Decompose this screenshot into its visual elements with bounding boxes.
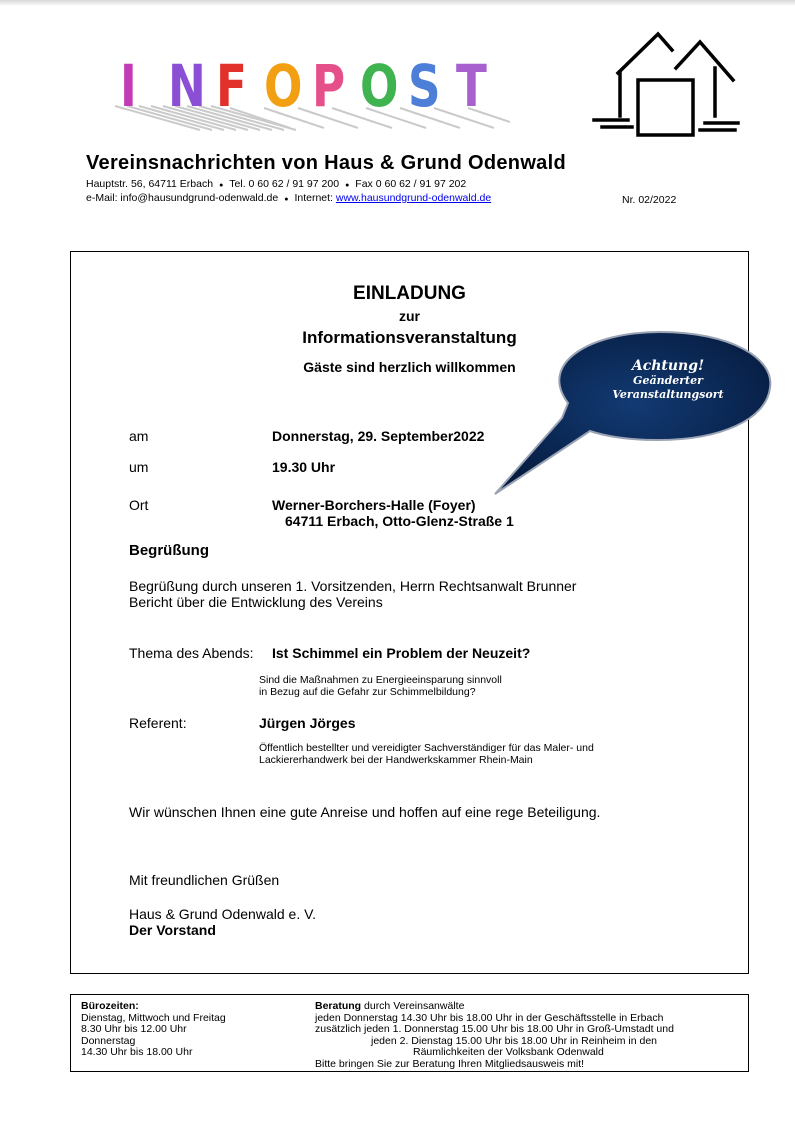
bullet: ● <box>345 182 350 189</box>
newsletter-title: Vereinsnachrichten von Haus & Grund Odenwald <box>86 152 566 174</box>
office-hours-line-2: 8.30 Uhr bis 12.00 Uhr <box>81 1023 187 1035</box>
legal-advice-heading-rest: durch Vereinsanwälte <box>361 1000 465 1012</box>
greeting-heading: Begrüßung <box>129 542 209 559</box>
logo-letter: O <box>360 53 399 121</box>
greeting-line-2: Bericht über die Entwicklung des Vereins <box>129 594 383 610</box>
location-value-hall: Werner-Borchers-Halle (Foyer) <box>272 497 476 513</box>
logo-letter: T <box>456 53 487 121</box>
address: Hauptstr. 56, 64711 Erbach <box>86 178 214 190</box>
date-label: am <box>129 428 149 444</box>
greeting-line-1: Begrüßung durch unseren 1. Vorsitzenden, Herrn Rechtsanwalt Brunner <box>129 578 577 594</box>
legal-advice-line-1: jeden Donnerstag 14.30 Uhr bis 18.00 Uhr in der Geschäftsstelle in Erbach <box>315 1011 664 1024</box>
website-link[interactable]: www.hausundgrund-odenwald.de <box>335 192 492 204</box>
house-logo-icon <box>588 28 740 146</box>
logo-letter: P <box>312 53 346 121</box>
office-hours-heading: Bürozeiten: <box>81 1000 139 1012</box>
office-hours-line-1: Dienstag, Mittwoch und Freitag <box>81 1011 226 1024</box>
top-shadow <box>0 0 795 6</box>
date-value: Donnerstag, 29. September2022 <box>272 428 485 444</box>
infopost-logo <box>110 50 510 135</box>
time-value: 19.30 Uhr <box>272 459 336 475</box>
regards: Mit freundlichen Grüßen <box>129 872 280 888</box>
legal-advice-heading: Beratung <box>315 1000 362 1012</box>
legal-advice-line-2: zusätzlich jeden 1. Donnerstag 15.00 Uhr bis 18.00 Uhr in Groß-Umstadt und <box>315 1023 674 1035</box>
bullet: ● <box>219 182 224 189</box>
office-hours-line-3: Donnerstag <box>81 1034 136 1047</box>
legal-advice-line-3: jeden 2. Dienstag 15.00 Uhr bis 18.00 Uhr in Reinheim in den <box>371 1034 658 1047</box>
changed-venue-callout <box>480 318 780 500</box>
theme-description-2: in Bezug auf die Gefahr zur Schimmelbildung? <box>259 686 476 698</box>
legal-advice <box>315 1001 745 1070</box>
theme-description-1: Sind die Maßnahmen zu Energieeinsparung sinnvoll <box>259 674 502 686</box>
email: e-Mail: info@hausundgrund-odenwald.de <box>86 192 279 204</box>
invitation-title: EINLADUNG <box>353 283 466 304</box>
logo-letter: I <box>120 53 137 121</box>
invitation-zur: zur <box>399 308 420 324</box>
invitation-subtitle: Informationsveranstaltung <box>302 328 517 347</box>
theme-label: Thema des Abends: <box>129 645 254 661</box>
infopost-logo-graphic <box>110 50 510 135</box>
location-value-address: 64711 Erbach, Otto-Glenz-Straße 1 <box>285 513 514 529</box>
time-label: um <box>129 459 149 475</box>
callout-bubble-shape <box>495 332 770 494</box>
location-label: Ort <box>129 497 149 513</box>
footer-box <box>70 994 749 1072</box>
office-hours-line-4: 14.30 Uhr bis 18.00 Uhr <box>81 1046 193 1058</box>
board-signature: Der Vorstand <box>129 922 216 938</box>
logo-letter: N <box>168 53 206 121</box>
referent-label: Referent: <box>129 715 187 731</box>
organization-name: Haus & Grund Odenwald e. V. <box>129 906 317 922</box>
logo-letter: O <box>264 53 303 121</box>
referent-description-1: Öffentlich bestellter und vereidigter Sachverständiger für das Maler- und <box>259 742 594 754</box>
bullet: ● <box>284 196 289 203</box>
online-line <box>86 192 491 204</box>
issue-number: Nr. 02/2022 <box>622 194 677 206</box>
phone: Tel. 0 60 62 / 91 97 200 <box>229 178 340 190</box>
office-hours <box>81 1001 226 1059</box>
logo-letter: S <box>407 53 441 121</box>
logo-letter: F <box>216 53 247 121</box>
referent-description-2: Lackiererhandwerk bei der Handwerkskammer Rhein-Main <box>259 754 533 766</box>
fax: Fax 0 60 62 / 91 97 202 <box>355 178 467 190</box>
guests-welcome: Gäste sind herzlich willkommen <box>303 359 516 375</box>
legal-advice-line-5: Bitte bringen Sie zur Beratung Ihren Mitgliedsausweis mit! <box>315 1057 585 1070</box>
callout-line-2: Geänderter <box>633 374 703 387</box>
legal-advice-line-4: Räumlichkeiten der Volksbank Odenwald <box>413 1046 604 1058</box>
theme-value: Ist Schimmel ein Problem der Neuzeit? <box>272 645 531 661</box>
callout-line-3: Veranstaltungsort <box>612 388 724 401</box>
contact-line <box>86 178 466 190</box>
callout-text <box>566 358 770 402</box>
callout-line-1: Achtung! <box>631 358 705 374</box>
internet-label: Internet: <box>294 192 333 204</box>
referent-name: Jürgen Jörges <box>259 715 356 731</box>
closing-sentence: Wir wünschen Ihnen eine gute Anreise und hoffen auf eine rege Beteiligung. <box>129 804 601 820</box>
